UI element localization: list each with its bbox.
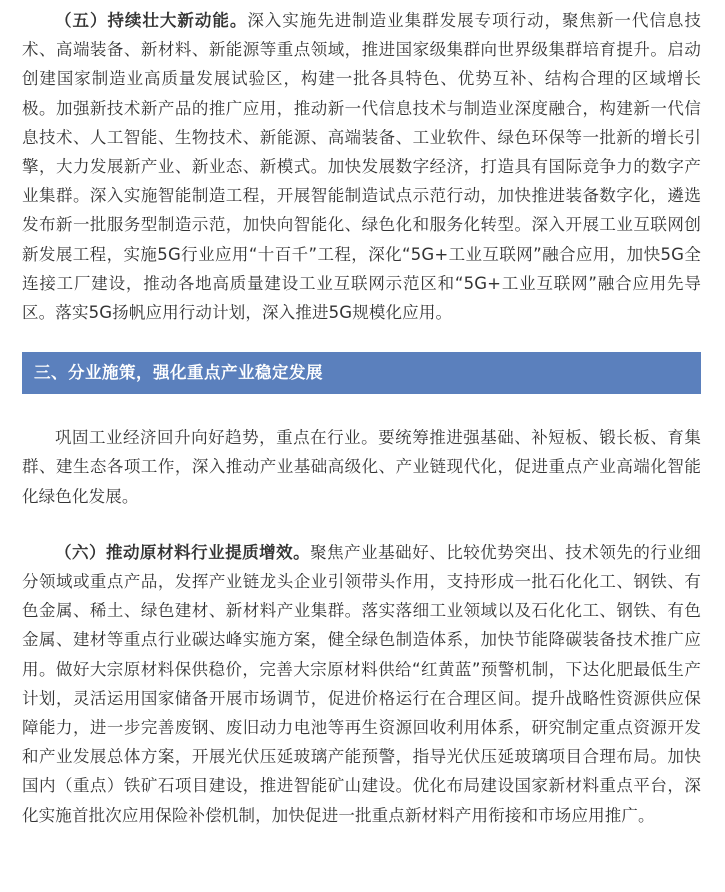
section-6-heading: （六）推动原材料行业提质增效。	[55, 542, 311, 562]
section-6-body: 聚焦产业基础好、比较优势突出、技术领先的行业细分领域或重点产品，发挥产业链龙头企业引领带头作用，支持形成一批石化化工、钢铁、有色金属、稀土、绿色建材、新材料产业集群。落实落细工业领域以及石化化工、钢铁、有色金属、建材等重点行业碳达峰实施方案，健全绿色制造体系，加快节能降碳装备技术推广应用。做好大宗原材料保供稳价，完善大宗原材料供给“红黄蓝”预警机制，下达化肥最低生产计划，灵活运用国家储备开展市场调节，促进价格运行在合理区间。提升战略性资源供应保障能力，进一步完善废钢、废旧动力电池等再生资源回收利用体系，研究制定重点资源开发和产业发展总体方案，开展光伏压延玻璃产能预警，指导光伏压延玻璃项目合理布局。加快国内（重点）铁矿石项目建设，推进智能矿山建设。优化布局建设国家新材料重点平台，深化实施首批次应用保险补偿机制，加快促进一批重点新材料产用衔接和市场应用推广。	[22, 542, 701, 825]
section-banner: 三、分业施策，强化重点产业稳定发展	[22, 352, 701, 394]
section-5-body: 深入实施先进制造业集群发展专项行动，聚焦新一代信息技术、高端装备、新材料、新能源等重点领域，推进国家级集群向世界级集群培育提升。启动创建国家制造业高质量发展试验区，构建一批各具特色、优势互补、结构合理的区域增长极。加强新技术新产品的推广应用，推动新一代信息技术与制造业深度融合，构建新一代信息技术、人工智能、生物技术、新能源、高端装备、工业软件、绿色环保等一批新的增长引擎，大力发展新产业、新业态、新模式。加快发展数字经济，打造具有国际竞争力的数字产业集群。深入实施智能制造工程，开展智能制造试点示范行动，加快推进装备数字化，遴选发布新一批服务型制造示范，加快向智能化、绿色化和服务化转型。深入开展工业互联网创新发展工程，实施5G行业应用“十百千”工程，深化“5G+工业互联网”融合应用，加快5G全连接工厂建设，推动各地高质量建设工业互联网示范区和“5G+工业互联网”融合应用先导区。落实5G扬帆应用行动计划，深入推进5G规模化应用。	[22, 11, 702, 323]
section-5-heading: （五）持续壮大新动能。	[55, 11, 248, 30]
paragraph-section-6	[22, 538, 701, 830]
paragraph-section-5	[22, 0, 701, 327]
paragraph-intro: 巩固工业经济回升向好趋势，重点在行业。要统筹推进强基础、补短板、锻长板、育集群、建生态各项工作，深入推动产业基础高级化、产业链现代化，促进重点产业高端化智能化绿色化发展。	[22, 428, 701, 506]
